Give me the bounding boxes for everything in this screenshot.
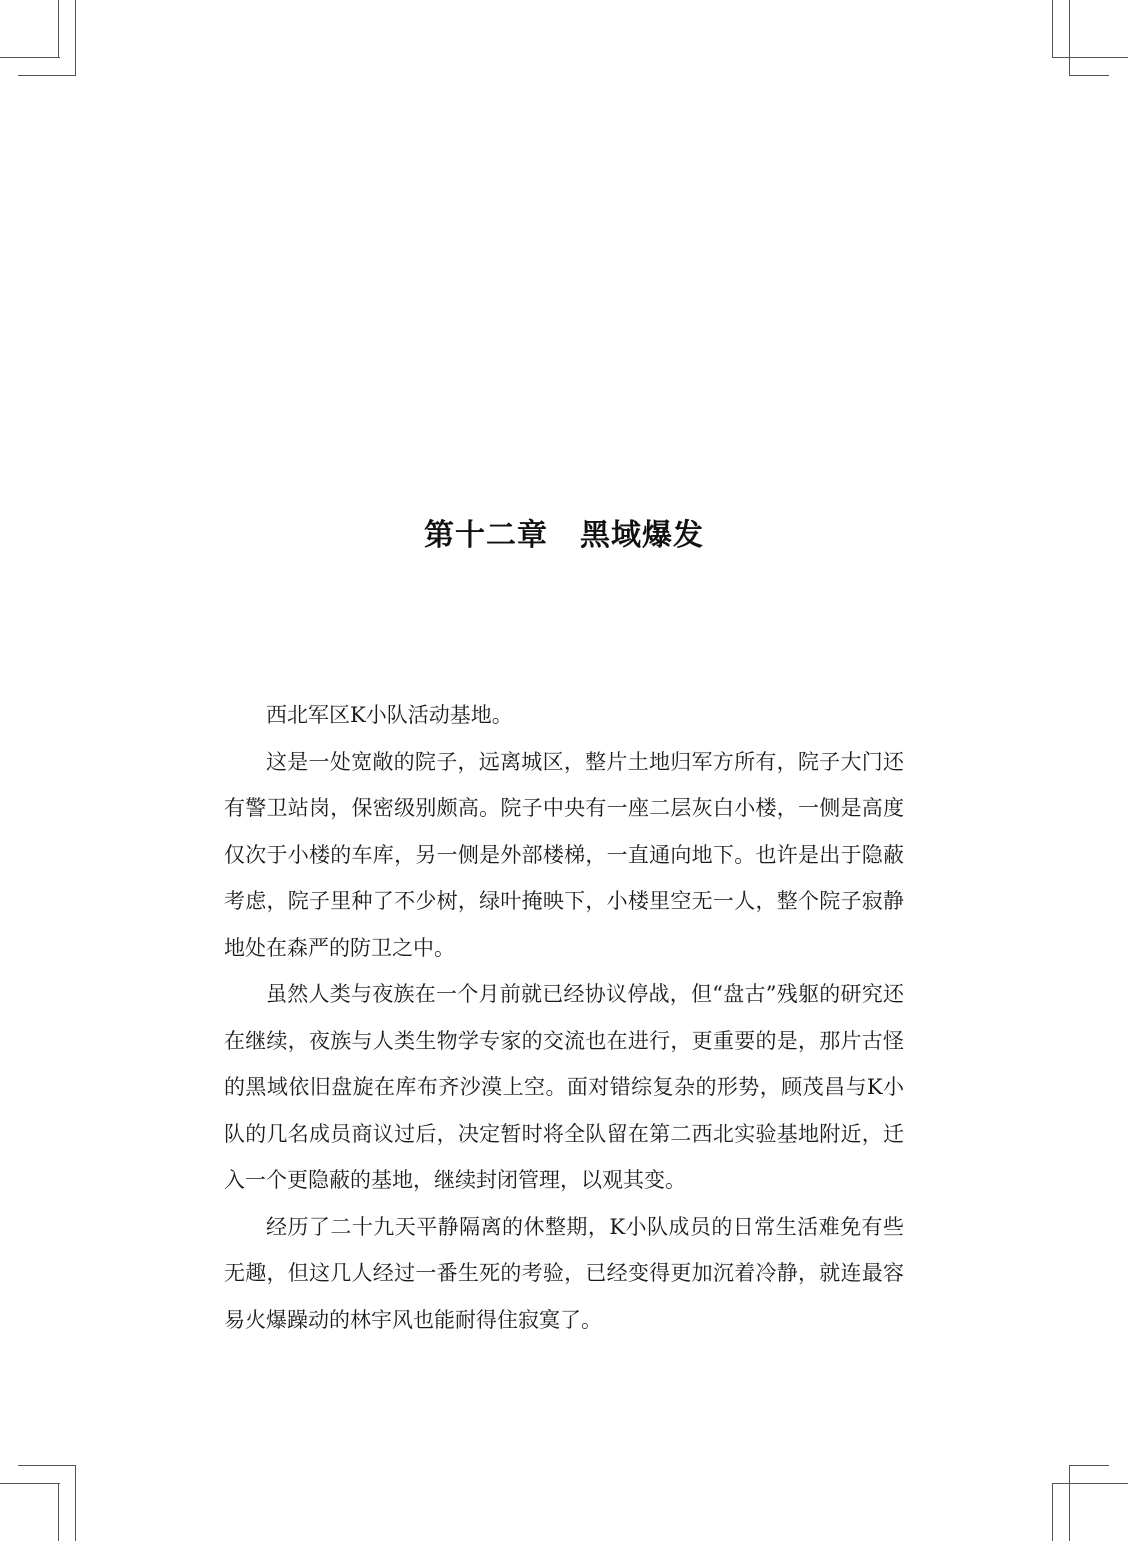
crop-mark-bottom-left-vertical	[58, 1483, 59, 1541]
crop-mark-bottom-right-vertical	[1052, 1483, 1053, 1541]
chapter-title: 黑域爆发	[580, 518, 704, 553]
crop-mark-top-left-horizontal	[0, 57, 60, 58]
crop-mark-top-right-horizontal	[1052, 57, 1128, 58]
crop-mark-top-left-vertical	[75, 0, 76, 75]
crop-mark-bottom-right-horizontal	[1069, 1465, 1109, 1466]
crop-mark-bottom-right-inner-h	[1052, 1483, 1128, 1484]
crop-mark-bottom-right-inner	[1069, 1465, 1070, 1541]
paragraph-2: 这是一处宽敞的院子，远离城区，整片土地归军方所有，院子大门还有警卫站岗，保密级别颇高。院子中央有一座二层灰白小楼，一侧是高度仅次于小楼的车库，另一侧是外部楼梯，一直通向地下。也许是出于隐蔽考虑，院子里种了不少树，绿叶掩映下，小楼里空无一人，整个院子寂静地处在森严的防卫之中。	[224, 749, 904, 960]
crop-mark-bottom-left-inner	[75, 1465, 76, 1541]
chapter-body	[224, 692, 904, 1343]
paragraph-4: 经历了二十九天平静隔离的休整期，K小队成员的日常生活难免有些无趣，但这几人经过一番生死的考验，已经变得更加沉着冷静，就连最容易火爆躁动的林宇风也能耐得住寂寞了。	[224, 1214, 904, 1332]
crop-mark-bottom-left-horizontal	[18, 1465, 76, 1466]
paragraph-3: 虽然人类与夜族在一个月前就已经协议停战，但“盘古”残躯的研究还在继续，夜族与人类生物学专家的交流也在进行，更重要的是，那片古怪的黑域依旧盘旋在库布齐沙漠上空。面对错综复杂的形势，顾茂昌与K小队的几名成员商议过后，决定暂时将全队留在第二西北实验基地附近，迁入一个更隐蔽的基地，继续封闭管理，以观其变。	[224, 982, 904, 1192]
crop-mark-top-right-vertical	[1052, 0, 1053, 58]
crop-mark-top-left-inner	[58, 0, 59, 58]
crop-mark-bottom-left-inner-h	[0, 1483, 60, 1484]
crop-mark-top-left-inner-h	[18, 75, 76, 76]
chapter-heading	[0, 510, 1128, 554]
crop-mark-top-right-inner	[1069, 0, 1070, 75]
chapter-number: 第十二章	[424, 518, 548, 553]
crop-mark-top-right-inner-h	[1069, 75, 1109, 76]
paragraph-1: 西北军区K小队活动基地。	[266, 703, 513, 727]
